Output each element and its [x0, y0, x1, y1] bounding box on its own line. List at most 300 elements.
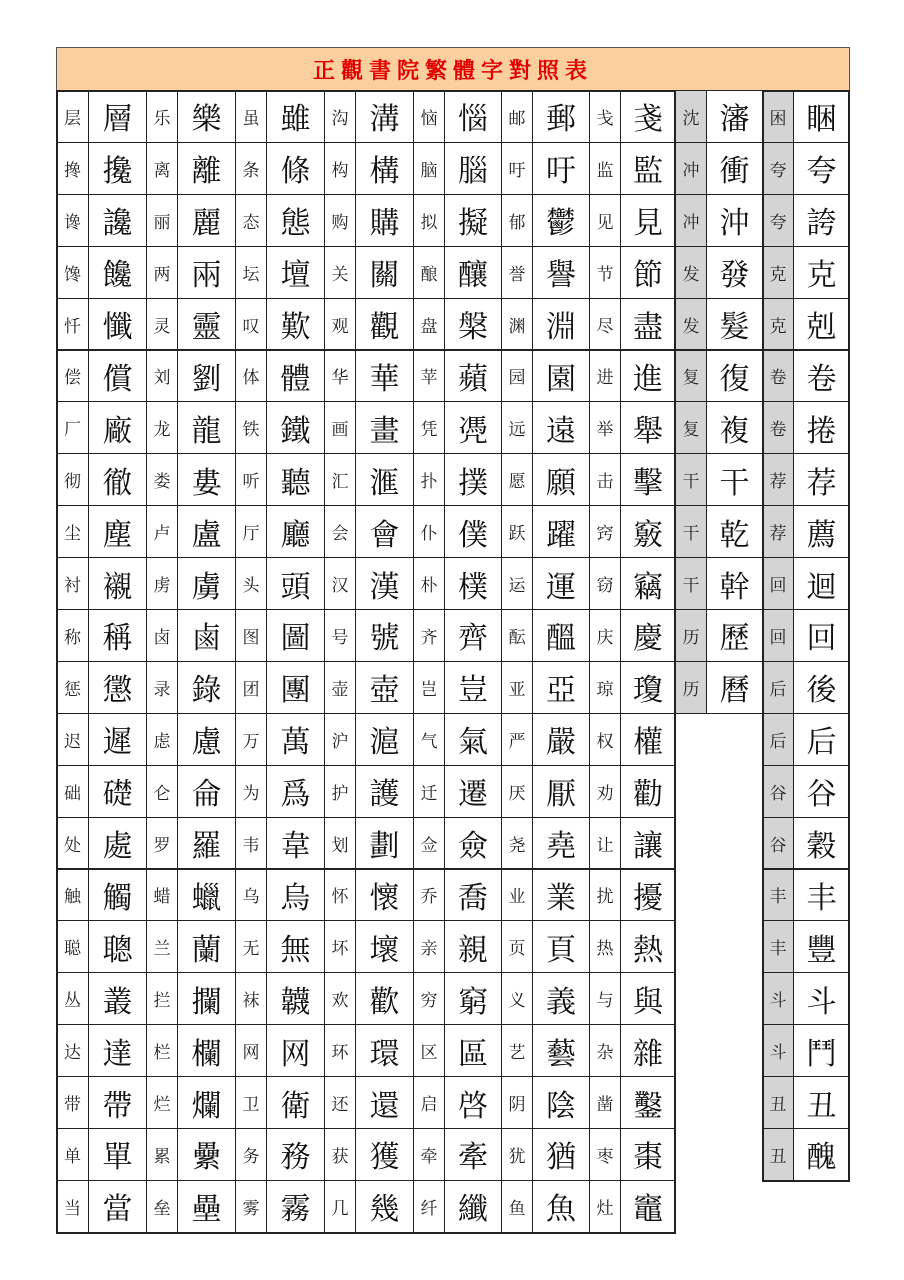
traditional-seal-char: 雖: [266, 90, 325, 143]
traditional-seal-char: 欄: [177, 1024, 236, 1077]
traditional-seal-char: 夸: [793, 142, 850, 195]
traditional-seal-char: 干: [706, 453, 763, 506]
traditional-seal-char: 稱: [88, 609, 147, 662]
traditional-seal-char: 婁: [177, 453, 236, 506]
traditional-seal-char: 滙: [355, 453, 414, 506]
traditional-seal-char: 廳: [266, 505, 325, 558]
traditional-seal-char: 鬥: [793, 1024, 850, 1077]
simplified-char: 栏: [146, 1024, 178, 1077]
traditional-seal-char: 親: [444, 920, 502, 973]
traditional-seal-char: 遷: [444, 765, 502, 818]
traditional-seal-char: 釀: [444, 246, 502, 299]
simplified-char: 进: [589, 350, 621, 403]
simplified-char: 后: [762, 713, 794, 766]
traditional-seal-char: 劉: [177, 350, 236, 403]
traditional-seal-char: 醞: [532, 609, 590, 662]
traditional-seal-char: 谷: [793, 765, 850, 818]
simplified-char: 启: [413, 1076, 445, 1129]
simplified-char: 铁: [235, 401, 267, 454]
traditional-seal-char: 帶: [88, 1076, 147, 1129]
traditional-seal-char: 凴: [444, 401, 502, 454]
traditional-seal-char: 睏: [793, 90, 850, 143]
simplified-char: 牵: [413, 1128, 445, 1181]
traditional-seal-char: 羅: [177, 817, 236, 870]
traditional-seal-char: 瀋: [706, 90, 763, 143]
traditional-seal-char: 壞: [355, 920, 414, 973]
simplified-char: 环: [324, 1024, 356, 1077]
simplified-char: 罗: [146, 817, 178, 870]
simplified-char: 搀: [56, 142, 89, 195]
simplified-char: 卢: [146, 505, 178, 558]
traditional-seal-char: 雜: [620, 1024, 676, 1077]
traditional-seal-char: 塵: [88, 505, 147, 558]
traditional-seal-char: 懷: [355, 869, 414, 922]
simplified-char: 困: [762, 90, 794, 143]
traditional-seal-char: 荐: [793, 453, 850, 506]
traditional-seal-char: 壇: [266, 246, 325, 299]
simplified-char: 触: [56, 869, 89, 922]
traditional-seal-char: 業: [532, 869, 590, 922]
traditional-seal-char: 幹: [706, 557, 763, 610]
simplified-char: 干: [675, 453, 707, 506]
simplified-char: 尧: [501, 817, 533, 870]
traditional-seal-char: 叢: [88, 972, 147, 1025]
simplified-char: 偿: [56, 350, 89, 403]
simplified-char: 阴: [501, 1076, 533, 1129]
traditional-seal-char: 複: [706, 401, 763, 454]
simplified-char: 灵: [146, 298, 178, 351]
traditional-seal-char: 態: [266, 194, 325, 247]
simplified-char: 业: [501, 869, 533, 922]
traditional-seal-char: 進: [620, 350, 676, 403]
traditional-seal-char: 護: [355, 765, 414, 818]
simplified-char: 纤: [413, 1180, 445, 1233]
traditional-seal-char: 卷: [793, 350, 850, 403]
traditional-seal-char: 樂: [177, 90, 236, 143]
traditional-seal-char: 擾: [620, 869, 676, 922]
simplified-char: 凭: [413, 401, 445, 454]
simplified-char: 穷: [413, 972, 445, 1025]
simplified-char: 画: [324, 401, 356, 454]
simplified-char: 乔: [413, 869, 445, 922]
simplified-char: 衬: [56, 557, 89, 610]
traditional-seal-char: 槃: [444, 298, 502, 351]
simplified-char: 尘: [56, 505, 89, 558]
simplified-char: 卫: [235, 1076, 267, 1129]
traditional-seal-char: 盡: [620, 298, 676, 351]
simplified-char: 拟: [413, 194, 445, 247]
simplified-char: 条: [235, 142, 267, 195]
traditional-seal-char: 處: [88, 817, 147, 870]
simplified-char: 垒: [146, 1180, 178, 1233]
simplified-char: 齐: [413, 609, 445, 662]
simplified-char: 彻: [56, 453, 89, 506]
simplified-char: 雾: [235, 1180, 267, 1233]
traditional-seal-char: 慶: [620, 609, 676, 662]
traditional-seal-char: 惱: [444, 90, 502, 143]
simplified-char: 蜡: [146, 869, 178, 922]
simplified-char: 盘: [413, 298, 445, 351]
table-title-bar: [56, 47, 850, 91]
traditional-seal-char: 豈: [444, 661, 502, 714]
simplified-char: 尽: [589, 298, 621, 351]
simplified-char: 丽: [146, 194, 178, 247]
simplified-char: 发: [675, 246, 707, 299]
traditional-seal-char: 聰: [88, 920, 147, 973]
traditional-seal-char: 郵: [532, 90, 590, 143]
traditional-seal-char: 頁: [532, 920, 590, 973]
traditional-seal-char: 薦: [793, 505, 850, 558]
traditional-seal-char: 樸: [444, 557, 502, 610]
simplified-char: 无: [235, 920, 267, 973]
simplified-char: 跃: [501, 505, 533, 558]
traditional-seal-char: 攔: [177, 972, 236, 1025]
traditional-seal-char: 淵: [532, 298, 590, 351]
simplified-char: 见: [589, 194, 621, 247]
table-title: 正觀書院繁體字對照表: [312, 57, 593, 84]
traditional-seal-char: 華: [355, 350, 414, 403]
simplified-char: 刘: [146, 350, 178, 403]
traditional-seal-char: 戔: [620, 90, 676, 143]
traditional-seal-char: 離: [177, 142, 236, 195]
traditional-seal-char: 譽: [532, 246, 590, 299]
simplified-char: 华: [324, 350, 356, 403]
simplified-char: 划: [324, 817, 356, 870]
simplified-char: 网: [235, 1024, 267, 1077]
simplified-char: 戋: [589, 90, 621, 143]
simplified-char: 层: [56, 90, 89, 143]
simplified-char: 卤: [146, 609, 178, 662]
traditional-seal-char: 烏: [266, 869, 325, 922]
traditional-seal-char: 窮: [444, 972, 502, 1025]
simplified-char: 构: [324, 142, 356, 195]
traditional-seal-char: 誇: [793, 194, 850, 247]
simplified-char: 冲: [675, 194, 707, 247]
traditional-seal-char: 發: [706, 246, 763, 299]
traditional-seal-char: 猶: [532, 1128, 590, 1181]
traditional-seal-char: 讓: [620, 817, 676, 870]
traditional-seal-char: 幾: [355, 1180, 414, 1233]
traditional-seal-char: 錄: [177, 661, 236, 714]
simplified-char: 亚: [501, 661, 533, 714]
traditional-seal-char: 觀: [355, 298, 414, 351]
simplified-char: 岂: [413, 661, 445, 714]
simplified-char: 义: [501, 972, 533, 1025]
traditional-seal-char: 爲: [266, 765, 325, 818]
simplified-char: 区: [413, 1024, 445, 1077]
simplified-char: 厂: [56, 401, 89, 454]
traditional-seal-char: 遲: [88, 713, 147, 766]
simplified-char: 节: [589, 246, 621, 299]
simplified-char: 丰: [762, 920, 794, 973]
simplified-char: 举: [589, 401, 621, 454]
simplified-char: 干: [675, 505, 707, 558]
simplified-char: 复: [675, 401, 707, 454]
traditional-seal-char: 熱: [620, 920, 676, 973]
traditional-seal-char: 魚: [532, 1180, 590, 1233]
traditional-seal-char: 吁: [532, 142, 590, 195]
simplified-char: 严: [501, 713, 533, 766]
traditional-seal-char: 鑿: [620, 1076, 676, 1129]
simplified-char: 历: [675, 609, 707, 662]
traditional-seal-char: 環: [355, 1024, 414, 1077]
simplified-char: 坏: [324, 920, 356, 973]
simplified-char: 拦: [146, 972, 178, 1025]
traditional-seal-char: 劃: [355, 817, 414, 870]
simplified-char: 枣: [589, 1128, 621, 1181]
simplified-char: 务: [235, 1128, 267, 1181]
traditional-seal-char: 纖: [444, 1180, 502, 1233]
traditional-seal-char: 歷: [706, 609, 763, 662]
simplified-char: 朴: [413, 557, 445, 610]
simplified-char: 韦: [235, 817, 267, 870]
traditional-seal-char: 丑: [793, 1076, 850, 1129]
traditional-seal-char: 無: [266, 920, 325, 973]
traditional-seal-char: 還: [355, 1076, 414, 1129]
simplified-char: 权: [589, 713, 621, 766]
traditional-seal-char: 瓊: [620, 661, 676, 714]
traditional-seal-char: 齊: [444, 609, 502, 662]
simplified-char: 夸: [762, 142, 794, 195]
traditional-seal-char: 鐵: [266, 401, 325, 454]
traditional-seal-char: 後: [793, 661, 850, 714]
traditional-seal-char: 竅: [620, 505, 676, 558]
traditional-seal-char: 歡: [355, 972, 414, 1025]
simplified-char: 忏: [56, 298, 89, 351]
simplified-char: 苹: [413, 350, 445, 403]
traditional-seal-char: 网: [266, 1024, 325, 1077]
traditional-seal-char: 懺: [88, 298, 147, 351]
simplified-char: 虑: [146, 713, 178, 766]
simplified-char: 愿: [501, 453, 533, 506]
simplified-char: 誉: [501, 246, 533, 299]
simplified-char: 脑: [413, 142, 445, 195]
simplified-char: 夸: [762, 194, 794, 247]
traditional-seal-char: 體: [266, 350, 325, 403]
traditional-seal-char: 韤: [266, 972, 325, 1025]
simplified-char: 还: [324, 1076, 356, 1129]
traditional-seal-char: 條: [266, 142, 325, 195]
simplified-char: 厅: [235, 505, 267, 558]
traditional-seal-char: 饞: [88, 246, 147, 299]
traditional-seal-char: 讒: [88, 194, 147, 247]
traditional-seal-char: 壘: [177, 1180, 236, 1233]
simplified-char: 历: [675, 661, 707, 714]
traditional-seal-char: 勸: [620, 765, 676, 818]
traditional-seal-char: 償: [88, 350, 147, 403]
traditional-seal-char: 丰: [793, 869, 850, 922]
simplified-char: 离: [146, 142, 178, 195]
simplified-char: 虽: [235, 90, 267, 143]
simplified-char: 亲: [413, 920, 445, 973]
traditional-seal-char: 牽: [444, 1128, 502, 1181]
traditional-seal-char: 迴: [793, 557, 850, 610]
traditional-seal-char: 腦: [444, 142, 502, 195]
simplified-char: 沟: [324, 90, 356, 143]
simplified-char: 当: [56, 1180, 89, 1233]
traditional-seal-char: 運: [532, 557, 590, 610]
traditional-seal-char: 克: [793, 246, 850, 299]
traditional-seal-char: 蘭: [177, 920, 236, 973]
simplified-char: 斗: [762, 972, 794, 1025]
simplified-char: 录: [146, 661, 178, 714]
traditional-seal-char: 髮: [706, 298, 763, 351]
traditional-seal-char: 漢: [355, 557, 414, 610]
traditional-seal-char: 竈: [620, 1180, 676, 1233]
traditional-seal-char: 嚴: [532, 713, 590, 766]
simplified-char: 几: [324, 1180, 356, 1233]
traditional-seal-char: 復: [706, 350, 763, 403]
traditional-seal-char: 攙: [88, 142, 147, 195]
traditional-seal-char: 蠟: [177, 869, 236, 922]
traditional-seal-char: 啓: [444, 1076, 502, 1129]
simplified-char: 谷: [762, 817, 794, 870]
traditional-seal-char: 節: [620, 246, 676, 299]
traditional-seal-char: 遠: [532, 401, 590, 454]
simplified-char: 关: [324, 246, 356, 299]
simplified-char: 页: [501, 920, 533, 973]
simplified-char: 带: [56, 1076, 89, 1129]
traditional-seal-char: 徹: [88, 453, 147, 506]
traditional-seal-char: 擊: [620, 453, 676, 506]
traditional-seal-char: 襯: [88, 557, 147, 610]
simplified-char: 荐: [762, 505, 794, 558]
simplified-char: 础: [56, 765, 89, 818]
simplified-char: 烂: [146, 1076, 178, 1129]
simplified-char: 窃: [589, 557, 621, 610]
traditional-seal-char: 曆: [706, 661, 763, 714]
traditional-seal-char: 達: [88, 1024, 147, 1077]
traditional-seal-char: 韋: [266, 817, 325, 870]
simplified-char: 两: [146, 246, 178, 299]
simplified-char: 酝: [501, 609, 533, 662]
traditional-seal-char: 歎: [266, 298, 325, 351]
simplified-char: 发: [675, 298, 707, 351]
simplified-char: 琼: [589, 661, 621, 714]
simplified-char: 为: [235, 765, 267, 818]
traditional-seal-char: 與: [620, 972, 676, 1025]
simplified-char: 图: [235, 609, 267, 662]
simplified-char: 邮: [501, 90, 533, 143]
traditional-seal-char: 豐: [793, 920, 850, 973]
simplified-char: 渊: [501, 298, 533, 351]
traditional-seal-char: 衝: [706, 142, 763, 195]
traditional-seal-char: 衛: [266, 1076, 325, 1129]
traditional-seal-char: 竊: [620, 557, 676, 610]
traditional-seal-char: 觸: [88, 869, 147, 922]
simplified-char: 仆: [413, 505, 445, 558]
simplified-char: 卷: [762, 401, 794, 454]
simplified-char: 杂: [589, 1024, 621, 1077]
traditional-seal-char: 壺: [355, 661, 414, 714]
traditional-seal-char: 當: [88, 1180, 147, 1233]
simplified-char: 听: [235, 453, 267, 506]
traditional-seal-char: 蘋: [444, 350, 502, 403]
simplified-char: 复: [675, 350, 707, 403]
traditional-seal-char: 喬: [444, 869, 502, 922]
traditional-seal-char: 廠: [88, 401, 147, 454]
simplified-char: 击: [589, 453, 621, 506]
simplified-char: 犹: [501, 1128, 533, 1181]
simplified-char: 头: [235, 557, 267, 610]
simplified-char: 远: [501, 401, 533, 454]
traditional-seal-char: 聽: [266, 453, 325, 506]
simplified-char: 乐: [146, 90, 178, 143]
simplified-char: 回: [762, 609, 794, 662]
traditional-seal-char: 回: [793, 609, 850, 662]
simplified-char: 聪: [56, 920, 89, 973]
simplified-char: 荐: [762, 453, 794, 506]
simplified-char: 吁: [501, 142, 533, 195]
traditional-seal-char: 監: [620, 142, 676, 195]
traditional-seal-char: 溝: [355, 90, 414, 143]
traditional-seal-char: 捲: [793, 401, 850, 454]
traditional-seal-char: 鹵: [177, 609, 236, 662]
traditional-seal-char: 圖: [266, 609, 325, 662]
simplified-char: 乌: [235, 869, 267, 922]
traditional-seal-char: 團: [266, 661, 325, 714]
traditional-seal-char: 龍: [177, 401, 236, 454]
simplified-char: 监: [589, 142, 621, 195]
simplified-char: 汉: [324, 557, 356, 610]
traditional-seal-char: 購: [355, 194, 414, 247]
simplified-char: 卷: [762, 350, 794, 403]
simplified-char: 仑: [146, 765, 178, 818]
traditional-seal-char: 斗: [793, 972, 850, 1025]
simplified-char: 迁: [413, 765, 445, 818]
traditional-seal-char: 礎: [88, 765, 147, 818]
traditional-seal-char: 厭: [532, 765, 590, 818]
traditional-seal-char: 見: [620, 194, 676, 247]
traditional-seal-char: 權: [620, 713, 676, 766]
traditional-seal-char: 萬: [266, 713, 325, 766]
simplified-char: 虏: [146, 557, 178, 610]
traditional-seal-char: 爛: [177, 1076, 236, 1129]
traditional-seal-char: 撲: [444, 453, 502, 506]
simplified-char: 丛: [56, 972, 89, 1025]
traditional-seal-char: 躍: [532, 505, 590, 558]
traditional-seal-char: 后: [793, 713, 850, 766]
simplified-char: 惩: [56, 661, 89, 714]
simplified-char: 会: [324, 505, 356, 558]
simplified-char: 达: [56, 1024, 89, 1077]
traditional-seal-char: 靈: [177, 298, 236, 351]
simplified-char: 园: [501, 350, 533, 403]
traditional-seal-char: 區: [444, 1024, 502, 1077]
simplified-char: 迟: [56, 713, 89, 766]
simplified-char: 馋: [56, 246, 89, 299]
simplified-char: 怀: [324, 869, 356, 922]
simplified-char: 让: [589, 817, 621, 870]
simplified-char: 斗: [762, 1024, 794, 1077]
simplified-char: 恼: [413, 90, 445, 143]
simplified-char: 袜: [235, 972, 267, 1025]
traditional-seal-char: 義: [532, 972, 590, 1025]
simplified-char: 与: [589, 972, 621, 1025]
simplified-char: 佥: [413, 817, 445, 870]
simplified-char: 号: [324, 609, 356, 662]
traditional-seal-char: 剋: [793, 298, 850, 351]
simplified-char: 回: [762, 557, 794, 610]
simplified-char: 劝: [589, 765, 621, 818]
simplified-char: 窍: [589, 505, 621, 558]
traditional-seal-char: 園: [532, 350, 590, 403]
simplified-char: 克: [762, 246, 794, 299]
simplified-char: 兰: [146, 920, 178, 973]
simplified-char: 艺: [501, 1024, 533, 1077]
simplified-char: 获: [324, 1128, 356, 1181]
simplified-char: 酿: [413, 246, 445, 299]
